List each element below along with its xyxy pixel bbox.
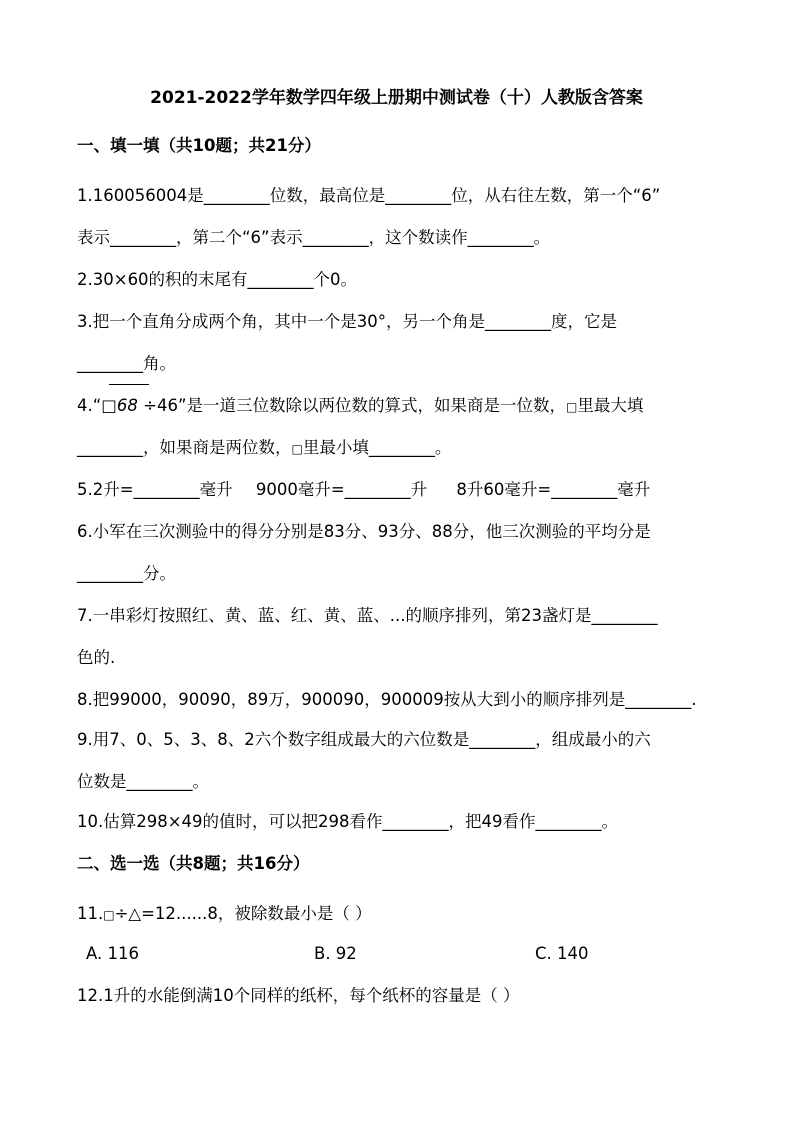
option-a[interactable]: A. 116 (86, 944, 139, 963)
question-5-part-3: 8升60毫升=________毫升 (456, 480, 651, 499)
question-2: 2.30×60的积的末尾有________个0。 (77, 270, 358, 289)
division-box-glyph: □ (101, 396, 117, 415)
question-11 (77, 902, 372, 927)
question-4-tail: 里最大填 (577, 396, 644, 415)
question-12: 12.1升的水能倒满10个同样的纸杯，每个纸杯的容量是（ ） (77, 986, 520, 1005)
question-3-line-1: 3.把一个直角分成两个角，其中一个是30°，另一个角是________度，它是 (77, 312, 617, 331)
question-5-part-1: 5.2升=________毫升 (77, 480, 233, 499)
question-11-number: 11. (77, 904, 104, 923)
section-heading-multiple-choice: 二、选一选（共8题；共16分） (77, 854, 310, 873)
question-4-dividend-digits: 68 (116, 396, 138, 415)
question-6-line-2: ________分。 (77, 564, 176, 583)
question-4-line-2-text: ________，如果商是两位数， (77, 438, 292, 457)
question-4-text: ÷46”是一道三位数除以两位数的算式，如果商是一位数， (143, 396, 567, 415)
question-4-prefix: 4.“ (77, 396, 102, 415)
blank-box-icon: □ (291, 442, 303, 456)
question-5-part-2: 9000毫升=________升 (255, 480, 428, 499)
question-11-text: ÷△=12......8，被除数最小是（ ） (114, 904, 372, 923)
document-title: 2021-2022学年数学四年级上册期中测试卷（十）人教版含答案 (150, 88, 643, 108)
question-4-line-1 (77, 394, 643, 419)
option-b[interactable]: B. 92 (314, 944, 357, 963)
option-c[interactable]: C. 140 (535, 944, 589, 963)
question-9-line-2: 位数是________。 (77, 772, 209, 791)
question-6-line-1: 6.小军在三次测验中的得分分别是83分、93分、88分，他三次测验的平均分是 (77, 522, 651, 541)
question-3-line-2: ________角。 (77, 354, 176, 373)
question-9-line-1: 9.用7、0、5、3、8、2六个数字组成最大的六位数是________，组成最小的六 (77, 730, 651, 749)
question-1-line-2: 表示________，第二个“6”表示________，这个数读作________。 (77, 228, 551, 247)
question-4-line-2 (77, 436, 451, 461)
question-10: 10.估算298×49的值时，可以把298看作________，把49看作________。 (77, 812, 619, 831)
blank-box-icon: □ (566, 400, 578, 414)
question-5 (77, 478, 650, 502)
blank-box-icon: □ (103, 908, 115, 922)
section-heading-fill-in: 一、填一填（共10题；共21分） (77, 136, 321, 155)
question-7-line-2: 色的. (77, 648, 116, 667)
question-8: 8.把99000，90090，89万，900090，900009按从大到小的顺序排列是________. (77, 690, 697, 709)
question-1-line-1: 1.160056004是________位数，最高位是________位，从右往左数，第一个“6” (77, 186, 661, 205)
question-4-line-2-tail: 里最小填________。 (302, 438, 452, 457)
division-bracket-overline (109, 384, 149, 385)
question-7-line-1: 7.一串彩灯按照红、黄、蓝、红、黄、蓝、...的顺序排列，第23盏灯是________ (77, 606, 658, 625)
